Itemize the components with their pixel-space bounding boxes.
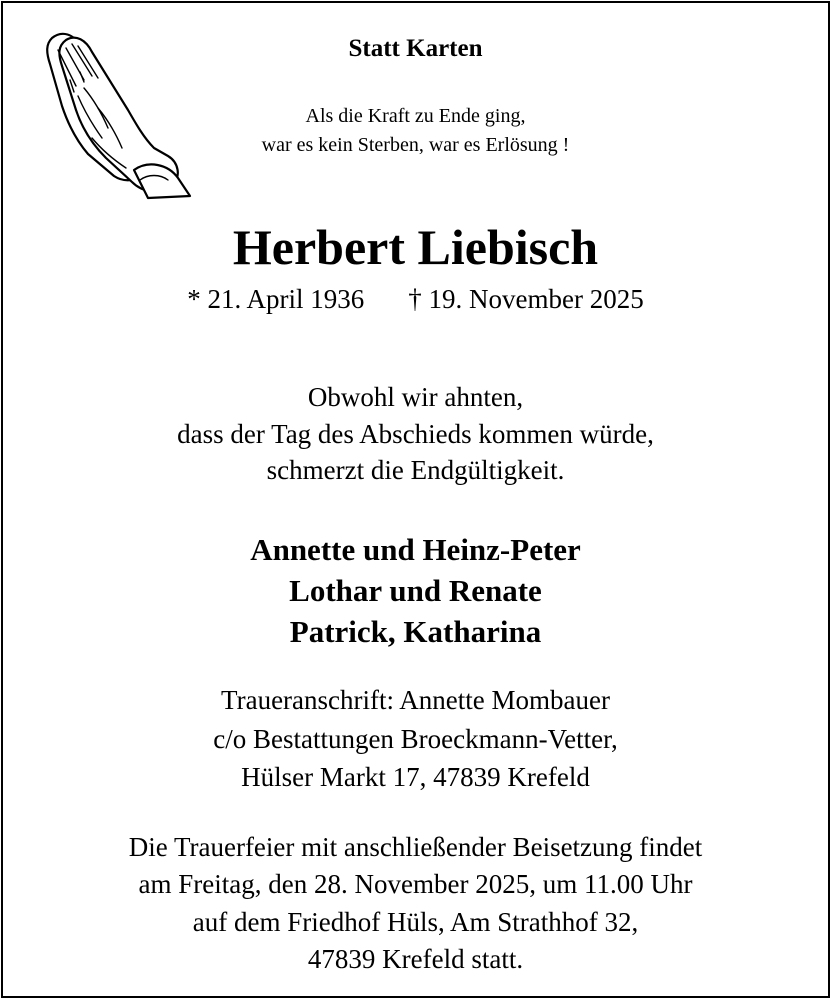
message-line-1: Obwohl wir ahnten, xyxy=(307,382,524,412)
verse-line-2: war es kein Sterben, war es Erlösung ! xyxy=(261,134,570,156)
verse-line-1: Als die Kraft zu Ende ging, xyxy=(305,105,526,127)
address-line-2: c/o Bestattungen Broeckmann-Vetter, xyxy=(213,724,618,754)
mourners-line-2: Lothar und Renate xyxy=(289,573,542,608)
life-dates xyxy=(0,281,831,317)
ceremony-line-2: am Freitag, den 28. November 2025, um 11.00 Uhr xyxy=(138,869,693,899)
mourners-line-1: Annette und Heinz-Peter xyxy=(250,532,581,567)
ceremony-line-3: auf dem Friedhof Hüls, Am Strathhof 32, xyxy=(192,907,639,937)
ceremony-line-1: Die Trauerfeier mit anschließender Beisetzung findet xyxy=(128,832,703,862)
deceased-name: Herbert Liebisch xyxy=(232,219,599,275)
address-line-1: Traueranschrift: Annette Mombauer xyxy=(221,685,610,715)
notice-heading: Statt Karten xyxy=(348,35,483,62)
message-line-2: dass der Tag des Abschieds kommen würde, xyxy=(177,419,654,449)
birth-date: * 21. April 1936 xyxy=(187,284,365,314)
mourners-line-3: Patrick, Katharina xyxy=(289,614,542,649)
message-line-3: schmerzt die Endgültigkeit. xyxy=(266,455,565,485)
death-date: † 19. November 2025 xyxy=(408,284,644,314)
ceremony-line-4: 47839 Krefeld statt. xyxy=(307,944,524,974)
address-line-3: Hülser Markt 17, 47839 Krefeld xyxy=(241,762,590,792)
